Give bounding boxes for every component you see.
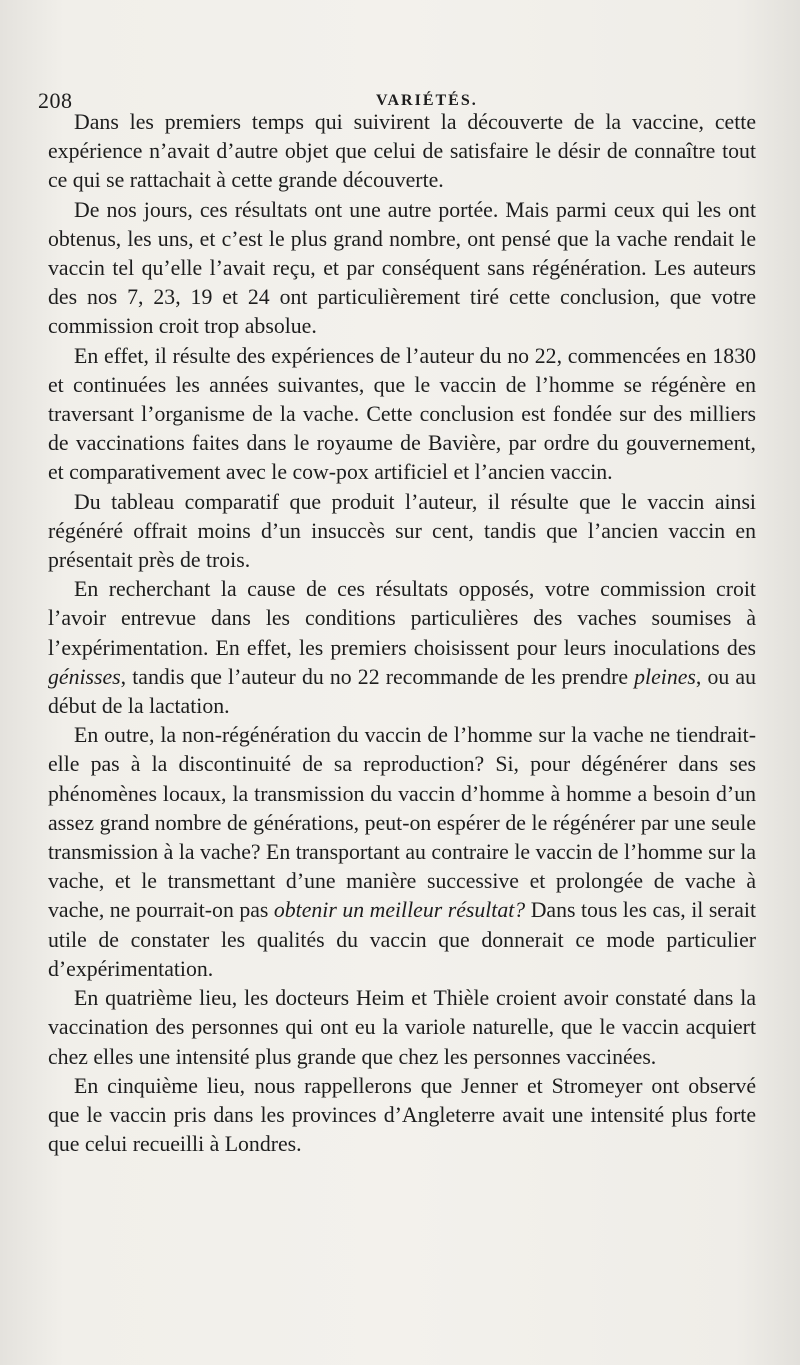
italic-term: pleines	[634, 664, 696, 689]
paragraph: De nos jours, ces résultats ont une autre portée. Mais parmi ceux qui les ont obtenus, les uns, et c’est le plus grand nombre, ont pensé que la vache rendait le vaccin tel qu’elle l’avait reçu, et par conséquent sans régénération. Les auteurs des nos 7, 23, 19 et 24 ont particulièrement tiré cette conclusion, que votre commission croit trop absolue.	[48, 197, 756, 339]
paragraph-text: , ou au début de la lactation.	[48, 664, 756, 719]
paragraph-text: En recherchant la cause de ces résultats opposés, votre commission croit l’avoir entrevue dans les conditions particulières des vaches soumises à l’expérimentation. En effet, les premiers choisissent pour leurs inoculations des	[48, 577, 756, 660]
page-number: 208	[38, 88, 73, 113]
paragraph-text: , tandis que l’auteur du no 22 recommande de les prendre	[120, 664, 635, 689]
paragraph: En effet, il résulte des expériences de l’auteur du no 22, commencées en 1830 et continuées les années suivantes, que le vaccin de l’homme se régénère en traversant l’organisme de la vache. Cette conclusion est fondée sur des milliers de vaccinations faites dans le royaume de Bavière, par ordre du gouvernement, et comparativement avec le cow-pox artificiel et l’ancien vaccin.	[48, 343, 756, 485]
italic-term: génisses	[48, 664, 121, 689]
paragraph	[48, 721, 756, 984]
italic-phrase: obtenir un meilleur résultat?	[273, 898, 526, 923]
paragraph: Du tableau comparatif que produit l’auteur, il résulte que le vaccin ainsi régénéré offrait moins d’un insuccès sur cent, tandis que l’ancien vaccin en présentait près de trois.	[48, 489, 756, 573]
paragraph-text: Dans tous les cas, il serait utile de constater les qualités du vaccin que donnerait ce mode particulier d’expérimentation.	[48, 898, 757, 981]
paragraph	[48, 575, 756, 721]
paragraph: En cinquième lieu, nous rappellerons que Jenner et Stromeyer ont observé que le vaccin pris dans les provinces d’Angleterre avait une intensité plus forte que celui recueilli à Londres.	[48, 1073, 756, 1157]
body-text	[48, 108, 756, 1159]
paragraph: En quatrième lieu, les docteurs Heim et Thièle croient avoir constaté dans la vaccination des personnes qui ont eu la variole naturelle, que le vaccin acquiert chez elles une intensité plus grande que chez les personnes vaccinées.	[48, 986, 756, 1069]
paragraph-text: En outre, la non-régénération du vaccin de l’homme sur la vache ne tiendrait-elle pas à la discontinuité de sa reproduction? Si, pour dégénérer dans ses phénomènes locaux, la transmission du vaccin d’homme à homme a besoin d’un assez grand nombre de générations, peut-on espérer de le régénérer par une seule transmission à la vache? En transportant au contraire le vaccin de l’homme sur la vache, et le transmettant d’une manière successive et prolongée de vache à vache, ne pourrait-on pas	[48, 723, 756, 923]
paragraph: Dans les premiers temps qui suivirent la découverte de la vaccine, cette expérience n’avait d’autre objet que celui de satisfaire le désir de connaître tout ce qui se rattachait à cette grande découverte.	[48, 110, 756, 193]
running-title: VARIÉTÉS.	[376, 92, 478, 109]
